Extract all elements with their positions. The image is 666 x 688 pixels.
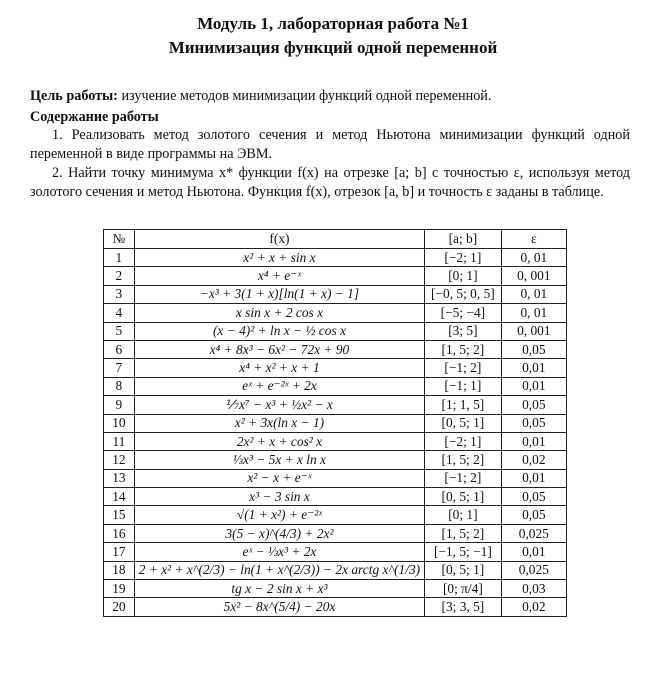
row-number: 13 <box>104 469 135 487</box>
header-epsilon: ε <box>501 230 566 249</box>
row-epsilon: 0,05 <box>501 488 566 506</box>
goal-text: изучение методов минимизации функций одной переменной. <box>117 88 492 104</box>
table-row <box>104 488 567 506</box>
row-function: √(1 + x²) + e⁻²ˣ <box>134 506 424 524</box>
table-row <box>104 414 567 432</box>
row-function: x⁴ + 8x³ − 6x² − 72x + 90 <box>134 340 424 358</box>
row-epsilon: 0,01 <box>501 469 566 487</box>
row-interval: [0, 5; 1] <box>425 414 502 432</box>
row-epsilon: 0,03 <box>501 580 566 598</box>
row-function: 3(5 − x)^(4/3) + 2x² <box>134 524 424 542</box>
table-row <box>104 506 567 524</box>
row-interval: [1; 1, 5] <box>425 396 502 414</box>
row-number: 7 <box>104 359 135 377</box>
header-number: № <box>104 230 135 249</box>
table-row <box>104 469 567 487</box>
goal-label: Цель работы: <box>30 88 118 104</box>
table-body <box>104 249 567 617</box>
table-row <box>104 340 567 358</box>
table-row <box>104 580 567 598</box>
document-title: Модуль 1, лабораторная работа №1 <box>197 14 469 33</box>
row-number: 16 <box>104 524 135 542</box>
row-epsilon: 0,025 <box>501 524 566 542</box>
row-interval: [0, 5; 1] <box>425 561 502 579</box>
row-function: x² − x + e⁻ˣ <box>134 469 424 487</box>
row-number: 6 <box>104 340 135 358</box>
row-interval: [−0, 5; 0, 5] <box>425 285 502 303</box>
row-function: tg x − 2 sin x + x³ <box>134 580 424 598</box>
row-interval: [−1, 5; −1] <box>425 543 502 561</box>
row-number: 11 <box>104 432 135 450</box>
row-number: 3 <box>104 285 135 303</box>
header-function: f(x) <box>134 230 424 249</box>
row-interval: [−1; 2] <box>425 359 502 377</box>
table-row <box>104 304 567 322</box>
row-interval: [1, 5; 2] <box>425 451 502 469</box>
row-interval: [−1; 1] <box>425 377 502 395</box>
table-row <box>104 543 567 561</box>
row-function: x⁴ + e⁻ˣ <box>134 267 424 285</box>
row-interval: [3; 3, 5] <box>425 598 502 616</box>
row-number: 18 <box>104 561 135 579</box>
row-function: −x³ + 3(1 + x)[ln(1 + x) − 1] <box>134 285 424 303</box>
table-row <box>104 322 567 340</box>
row-function: 2 + x² + x^(2/3) − ln(1 + x^(2/3)) − 2x arctg x^(1/3) <box>134 561 424 579</box>
row-number: 15 <box>104 506 135 524</box>
table-row <box>104 249 567 267</box>
row-function: x³ − 3 sin x <box>134 488 424 506</box>
row-epsilon: 0,05 <box>501 396 566 414</box>
row-epsilon: 0,01 <box>501 543 566 561</box>
row-interval: [1, 5; 2] <box>425 524 502 542</box>
row-interval: [1, 5; 2] <box>425 340 502 358</box>
table-header-row <box>104 230 567 249</box>
row-function: x² + 3x(ln x − 1) <box>134 414 424 432</box>
task-2: 2. Найти точку минимума x* функции f(x) на отрезке [a; b] с точностью ε, используя метод золотого сечения и метод Ньютона. Функция f(x), отрезок [a, b] и точность ε заданы в таблице. <box>30 165 630 200</box>
row-interval: [0; 1] <box>425 506 502 524</box>
table-row <box>104 451 567 469</box>
row-interval: [0; π/4] <box>425 580 502 598</box>
table-row <box>104 396 567 414</box>
row-epsilon: 0, 01 <box>501 304 566 322</box>
document-subtitle: Минимизация функций одной переменной <box>168 38 498 57</box>
row-function: 5x² − 8x^(5/4) − 20x <box>134 598 424 616</box>
row-number: 4 <box>104 304 135 322</box>
row-interval: [−1; 2] <box>425 469 502 487</box>
row-epsilon: 0,01 <box>501 377 566 395</box>
row-interval: [−2; 1] <box>425 432 502 450</box>
row-number: 10 <box>104 414 135 432</box>
row-epsilon: 0,01 <box>501 359 566 377</box>
row-interval: [0, 5; 1] <box>425 488 502 506</box>
row-function: eˣ − ⅓x³ + 2x <box>134 543 424 561</box>
row-epsilon: 0,025 <box>501 561 566 579</box>
row-interval: [0; 1] <box>425 267 502 285</box>
table-row <box>104 524 567 542</box>
table-row <box>104 598 567 616</box>
row-number: 20 <box>104 598 135 616</box>
row-epsilon: 0,01 <box>501 432 566 450</box>
row-epsilon: 0,05 <box>501 414 566 432</box>
row-epsilon: 0,05 <box>501 506 566 524</box>
row-function: x sin x + 2 cos x <box>134 304 424 322</box>
table-row <box>104 432 567 450</box>
row-number: 9 <box>104 396 135 414</box>
row-number: 8 <box>104 377 135 395</box>
row-function: x⁴ + x² + x + 1 <box>134 359 424 377</box>
row-epsilon: 0, 001 <box>501 267 566 285</box>
row-number: 17 <box>104 543 135 561</box>
row-function: 2x² + x + cos² x <box>134 432 424 450</box>
row-function: ⅓x³ − 5x + x ln x <box>134 451 424 469</box>
row-epsilon: 0, 01 <box>501 249 566 267</box>
variants-table <box>103 229 567 617</box>
table-row <box>104 377 567 395</box>
row-epsilon: 0, 01 <box>501 285 566 303</box>
row-function: ⅐x⁷ − x³ + ½x² − x <box>134 396 424 414</box>
row-function: x² + x + sin x <box>134 249 424 267</box>
goal-paragraph <box>30 87 630 106</box>
row-function: eˣ + e⁻²ˣ + 2x <box>134 377 424 395</box>
row-number: 19 <box>104 580 135 598</box>
row-number: 5 <box>104 322 135 340</box>
table-row <box>104 359 567 377</box>
row-number: 12 <box>104 451 135 469</box>
row-interval: [−2; 1] <box>425 249 502 267</box>
row-number: 2 <box>104 267 135 285</box>
row-epsilon: 0,05 <box>501 340 566 358</box>
row-number: 14 <box>104 488 135 506</box>
task-1: 1. Реализовать метод золотого сечения и метод Ньютона минимизации функций одной переменной в виде программы на ЭВМ. <box>30 127 630 162</box>
row-interval: [3; 5] <box>425 322 502 340</box>
row-interval: [−5; −4] <box>425 304 502 322</box>
table-row <box>104 285 567 303</box>
row-function: (x − 4)² + ln x − ½ cos x <box>134 322 424 340</box>
row-epsilon: 0,02 <box>501 598 566 616</box>
row-epsilon: 0,02 <box>501 451 566 469</box>
row-epsilon: 0, 001 <box>501 322 566 340</box>
table-row <box>104 267 567 285</box>
row-number: 1 <box>104 249 135 267</box>
content-heading: Содержание работы <box>30 109 159 125</box>
header-interval: [a; b] <box>425 230 502 249</box>
table-row <box>104 561 567 579</box>
